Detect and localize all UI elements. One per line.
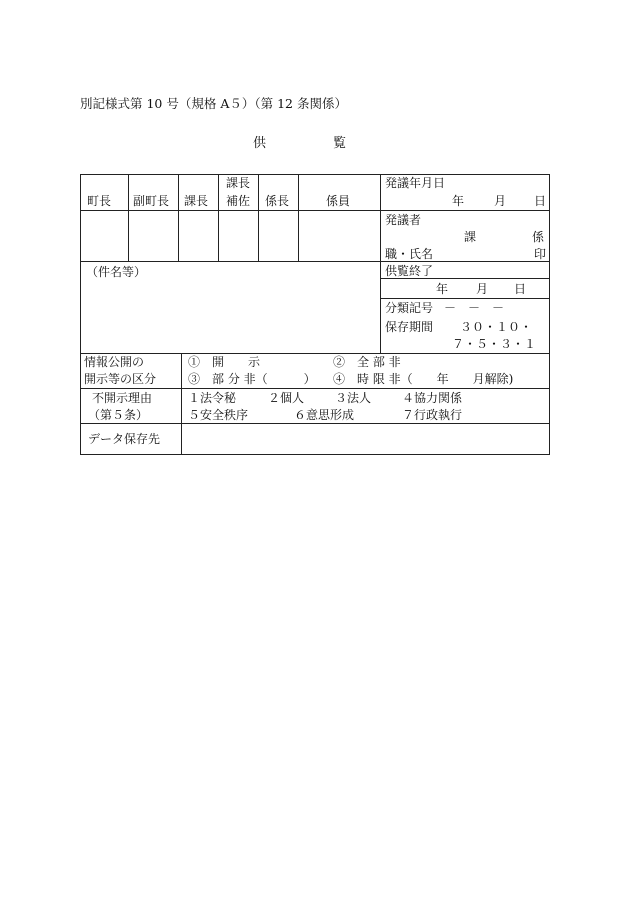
hatsugisha-label: 発議者 [385,213,422,227]
col-rule-bottom-label [181,353,182,455]
col-rule-1 [128,174,129,262]
subject-label: （件名等） [86,265,147,279]
header-kacho-hosa-2: 補佐 [226,194,251,208]
nondisclosure-label-1: 不開示理由 [92,391,153,405]
header-kakaricho: 係長 [265,194,290,208]
hozon-label: 保存期間 [385,320,434,334]
rule-below-stamp-row [80,261,550,262]
hatsugisha-ka: 課 [464,230,477,244]
header-kacho-hosa-1: 課長 [226,176,251,190]
reason-5: ５安全秩序 [188,408,249,422]
bunrui-label: 分類記号 [385,301,434,315]
data-storage-field[interactable] [184,426,546,452]
disclosure-opt-1: ① 開 示 [188,355,261,369]
header-kakariin: 係員 [326,194,351,208]
disclosure-opt-2: ② 全 部 非 [333,355,401,369]
kyoran-end-month: 月 [476,282,489,296]
disclosure-label-2: 開示等の区分 [84,372,157,386]
rule-below-header [80,210,550,211]
reason-1: １法令秘 [188,391,237,405]
header-cho: 町長 [87,194,112,208]
col-rule-3 [218,174,219,262]
rule-below-subject [80,353,550,354]
table-border-bottom [80,454,550,455]
disclosure-opt-3: ③ 部 分 非（ ） [188,372,316,386]
hatsugi-date-month: 月 [494,194,507,208]
table-border-left [80,174,81,455]
hatsugi-date-label: 発議年月日 [385,176,446,190]
hatsugisha-shoku-shimei: 職・氏名 [385,247,434,261]
header-fukucho: 副町長 [133,194,170,208]
header-kacho: 課長 [184,194,209,208]
disclosure-opt-4: ④ 時 限 非（ 年 月解除) [333,372,514,386]
rule-below-kyoran-end [380,278,550,279]
hozon-line-1: ３０・１０・ [460,320,533,334]
bunrui-dashes: － － － [444,301,505,315]
hozon-line-2: ７・５・３・１ [452,337,537,351]
col-rule-right-block [380,174,381,354]
data-storage-label: データ保存先 [88,432,161,446]
disclosure-label-1: 情報公開の [84,355,145,369]
hatsugisha-kakari: 係 [532,230,545,244]
circulation-form-table [80,174,550,455]
reason-4: ４協力関係 [402,391,463,405]
document-title-char-2: 覧 [333,136,347,151]
reason-7: ７行政執行 [402,408,463,422]
col-rule-4 [258,174,259,262]
table-border-right [549,174,550,455]
rule-below-bunrui [380,298,550,299]
reason-3: ３法人 [335,391,372,405]
rule-below-reasons [80,423,550,424]
nondisclosure-label-2: （第５条） [88,408,149,422]
kyoran-end-day: 日 [514,282,527,296]
kyoran-end-year: 年 [436,282,449,296]
reason-2: ２個人 [268,391,305,405]
col-rule-5 [298,174,299,262]
document-title-char-1: 供 [253,136,267,151]
hatsugisha-seal: 印 [534,247,547,261]
kyoran-end-label: 供覧終了 [385,264,434,278]
hatsugi-date-day: 日 [534,194,547,208]
reason-6: ６意思形成 [294,408,355,422]
table-border-top [80,174,550,175]
rule-below-disclosure [80,388,550,389]
col-rule-2 [178,174,179,262]
hatsugi-date-year: 年 [452,194,465,208]
form-caption: 別記様式第 10 号（規格 A５）（第 12 条関係） [80,96,347,111]
